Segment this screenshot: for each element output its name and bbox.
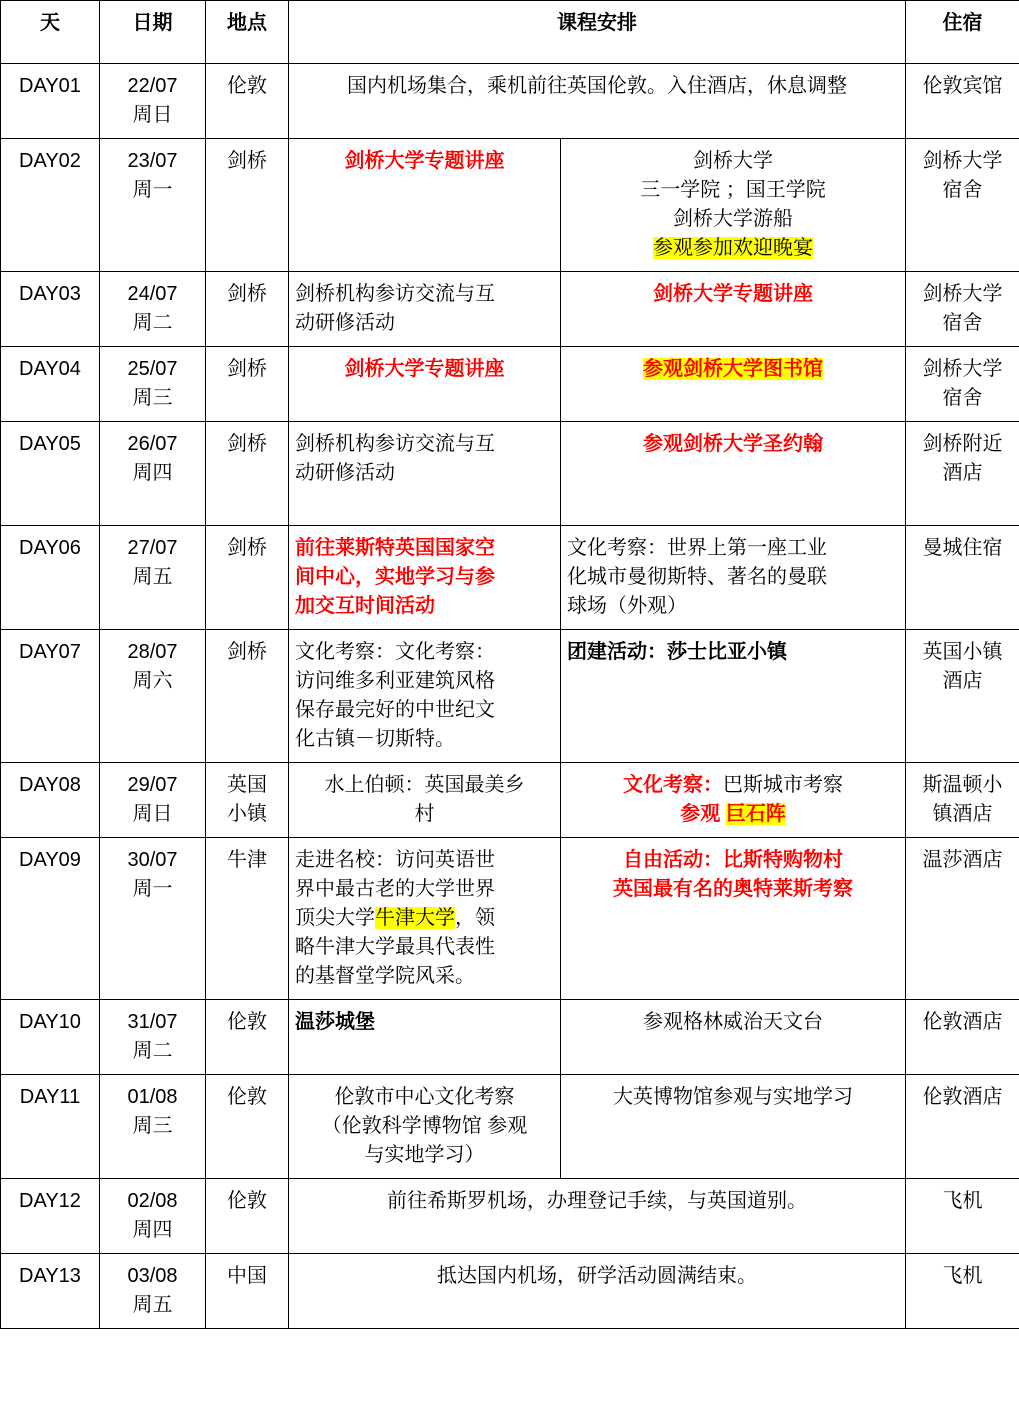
- place-line-1: 英国: [227, 774, 267, 796]
- date-line-1: 02/08: [127, 1190, 178, 1212]
- header-day: 天: [1, 1, 100, 64]
- cell-date: [100, 1075, 206, 1179]
- cell-activity-2: [561, 526, 906, 630]
- cell-hotel: [906, 630, 1019, 763]
- cell-hotel: [906, 272, 1019, 347]
- cell-date: [100, 272, 206, 347]
- cell-activity-1: [289, 838, 561, 1000]
- hotel-line-2: 酒店: [942, 670, 983, 692]
- activity-line-5: 的基督堂学院风采。: [295, 965, 475, 987]
- cell-activity-merged: 抵达国内机场，研学活动圆满结束。: [289, 1254, 906, 1329]
- place-line-2: 小镇: [227, 803, 267, 825]
- date-line-2: 周日: [132, 104, 173, 126]
- cell-hotel: 伦敦宾馆: [906, 64, 1019, 139]
- table-row: [1, 1179, 1019, 1254]
- date-line-1: 25/07: [127, 358, 178, 380]
- cell-day: DAY05: [1, 422, 100, 526]
- activity-line-1: 剑桥机构参访交流与互: [295, 283, 495, 305]
- cell-activity-1: [289, 347, 561, 422]
- cell-date: [100, 347, 206, 422]
- activity-line-1: 前往莱斯特英国国家空: [295, 537, 495, 559]
- date-line-2: 周日: [132, 803, 173, 825]
- cell-activity-1: [289, 1075, 561, 1179]
- cell-activity-1: [289, 272, 561, 347]
- hotel-line-1: 英国小镇: [922, 641, 1003, 663]
- activity-line-3: 加交互时间活动: [295, 595, 435, 617]
- cell-place: 剑桥: [206, 139, 289, 272]
- activity-red-prefix-2: 参观: [680, 803, 721, 825]
- cell-place: 剑桥: [206, 630, 289, 763]
- date-line-2: 周四: [132, 462, 173, 484]
- cell-place: 中国: [206, 1254, 289, 1329]
- cell-place: [206, 763, 289, 838]
- activity-spacer: [295, 1037, 554, 1066]
- cell-activity-merged: 前往希斯罗机场，办理登记手续，与英国道别。: [289, 1179, 906, 1254]
- cell-place: 牛津: [206, 838, 289, 1000]
- cell-day: DAY10: [1, 1000, 100, 1075]
- activity-line-2: 三一学院 ；国王学院: [640, 179, 826, 201]
- cell-day: DAY03: [1, 272, 100, 347]
- hotel-line-1: 剑桥大学: [922, 283, 1003, 305]
- cell-hotel: [906, 139, 1019, 272]
- activity-line-2: 动研修活动: [295, 462, 395, 484]
- activity-line-1: 伦敦市中心文化考察: [334, 1086, 515, 1108]
- hotel-line-1: 剑桥大学: [922, 150, 1003, 172]
- cell-day: DAY07: [1, 630, 100, 763]
- cell-place: 剑桥: [206, 272, 289, 347]
- cell-hotel: [906, 763, 1019, 838]
- hotel-line-2: 宿舍: [942, 312, 983, 334]
- cell-day: DAY08: [1, 763, 100, 838]
- cell-activity-2: 参观格林威治天文台: [561, 1000, 906, 1075]
- activity-highlight-yellow: 参观剑桥大学图书馆: [643, 358, 823, 380]
- activity-line-2: 间中心，实地学习与参: [295, 566, 495, 588]
- activity-line-2: 村: [414, 803, 435, 825]
- table-row: [1, 347, 1019, 422]
- date-line-2: 周五: [132, 566, 173, 588]
- hotel-line-2: 酒店: [942, 462, 983, 484]
- header-place: 地点: [206, 1, 289, 64]
- cell-activity-2: [561, 630, 906, 763]
- hotel-line-1: 剑桥大学: [922, 358, 1003, 380]
- table-row: [1, 422, 1019, 526]
- cell-date: [100, 1000, 206, 1075]
- cell-hotel: 伦敦酒店: [906, 1075, 1019, 1179]
- cell-place: 剑桥: [206, 526, 289, 630]
- table-row: [1, 1000, 1019, 1075]
- activity-line-1: 自由活动：比斯特购物村: [623, 849, 843, 871]
- date-line-2: 周三: [132, 1115, 173, 1137]
- cell-activity-2: [561, 763, 906, 838]
- cell-place: 剑桥: [206, 422, 289, 526]
- hotel-line-1: 斯温顿小: [922, 774, 1003, 796]
- activity-line-1: [567, 771, 899, 800]
- activity-line-1: 剑桥大学: [693, 150, 773, 172]
- table-header-row: [1, 1, 1019, 64]
- cell-day: DAY12: [1, 1179, 100, 1254]
- activity-line-4: 略牛津大学最具代表性: [295, 936, 495, 958]
- activity-line-1: 水上伯顿：英国最美乡: [324, 774, 525, 796]
- cell-date: [100, 422, 206, 526]
- hotel-line-2: 宿舍: [942, 387, 983, 409]
- date-line-1: 23/07: [127, 150, 178, 172]
- cell-date: [100, 838, 206, 1000]
- cell-hotel: 飞机: [906, 1254, 1019, 1329]
- cell-day: DAY02: [1, 139, 100, 272]
- activity-highlight-red: 剑桥大学专题讲座: [344, 150, 505, 172]
- activity-line-3: [295, 904, 554, 933]
- date-line-2: 周二: [132, 1040, 173, 1062]
- cell-date: [100, 1179, 206, 1254]
- activity-line-1: 文化考察：文化考察：: [295, 641, 495, 663]
- activity-plain-prefix: 顶尖大学: [295, 907, 375, 929]
- hotel-line-2: 宿舍: [942, 179, 983, 201]
- table-row: [1, 1254, 1019, 1329]
- date-line-2: 周二: [132, 312, 173, 334]
- cell-activity-1: [289, 139, 561, 272]
- cell-place: 伦敦: [206, 64, 289, 139]
- activity-line-2: [567, 800, 899, 829]
- cell-activity-2: [561, 838, 906, 1000]
- header-hotel: 住宿: [906, 1, 1019, 64]
- cell-place: 剑桥: [206, 347, 289, 422]
- date-line-1: 29/07: [127, 774, 178, 796]
- header-schedule: 课程安排: [289, 1, 906, 64]
- activity-plain-suffix: ，领: [455, 907, 495, 929]
- table-row: [1, 1075, 1019, 1179]
- cell-hotel: [906, 422, 1019, 526]
- cell-activity-merged: 国内机场集合，乘机前往英国伦敦。入住酒店，休息调整: [289, 64, 906, 139]
- cell-activity-2: [561, 139, 906, 272]
- cell-day: DAY11: [1, 1075, 100, 1179]
- table-row: [1, 630, 1019, 763]
- activity-spacer: [295, 488, 554, 517]
- activity-line-2: 动研修活动: [295, 312, 395, 334]
- cell-day: DAY09: [1, 838, 100, 1000]
- cell-date: [100, 139, 206, 272]
- cell-activity-2: [561, 347, 906, 422]
- cell-day: DAY01: [1, 64, 100, 139]
- activity-line-3: 剑桥大学游船: [673, 208, 793, 230]
- cell-hotel: 伦敦酒店: [906, 1000, 1019, 1075]
- activity-line-2: 化城市曼彻斯特、著名的曼联: [567, 566, 827, 588]
- date-line-1: 01/08: [127, 1086, 178, 1108]
- date-line-2: 周五: [132, 1294, 173, 1316]
- hotel-line-1: 剑桥附近: [922, 433, 1003, 455]
- activity-line-1: 剑桥机构参访交流与互: [295, 433, 495, 455]
- header-date: 日期: [100, 1, 206, 64]
- activity-highlight-red: 剑桥大学专题讲座: [344, 358, 505, 380]
- date-line-1: 31/07: [127, 1011, 178, 1033]
- date-line-1: 24/07: [127, 283, 178, 305]
- activity-highlight-red: 剑桥大学专题讲座: [653, 283, 813, 305]
- date-line-2: 周三: [132, 387, 173, 409]
- date-line-1: 22/07: [127, 75, 178, 97]
- activity-bold-line: 温莎城堡: [295, 1011, 375, 1033]
- activity-line-3: 球场（外观）: [567, 595, 687, 617]
- cell-activity-2: 大英博物馆参观与实地学习: [561, 1075, 906, 1179]
- cell-hotel: 曼城住宿: [906, 526, 1019, 630]
- activity-line-2: 访问维多利亚建筑风格: [295, 670, 495, 692]
- activity-line-4: [567, 234, 899, 263]
- table-row: [1, 64, 1019, 139]
- cell-date: [100, 526, 206, 630]
- date-line-2: 周一: [132, 878, 173, 900]
- activity-highlight-red: 参观剑桥大学圣约翰: [643, 433, 823, 455]
- activity-line-4: 化古镇－切斯特。: [295, 728, 455, 750]
- cell-day: DAY04: [1, 347, 100, 422]
- table-row: [1, 139, 1019, 272]
- cell-day: DAY06: [1, 526, 100, 630]
- cell-hotel: 温莎酒店: [906, 838, 1019, 1000]
- cell-place: 伦敦: [206, 1000, 289, 1075]
- date-line-2: 周六: [132, 670, 173, 692]
- cell-activity-1: [289, 1000, 561, 1075]
- activity-bold-line: 团建活动：莎士比亚小镇: [567, 641, 787, 663]
- cell-hotel: [906, 347, 1019, 422]
- activity-line-1: 文化考察：世界上第一座工业: [567, 537, 827, 559]
- cell-date: [100, 763, 206, 838]
- date-line-1: 30/07: [127, 849, 178, 871]
- table-row: [1, 763, 1019, 838]
- date-line-2: 周一: [132, 179, 173, 201]
- cell-hotel: 飞机: [906, 1179, 1019, 1254]
- date-line-1: 03/08: [127, 1265, 178, 1287]
- cell-activity-1: [289, 526, 561, 630]
- table-row: [1, 272, 1019, 347]
- activity-line-2: （伦敦科学博物馆 参观: [321, 1115, 528, 1137]
- activity-highlight-yellow: 参观参加欢迎晚宴: [653, 237, 813, 259]
- cell-activity-2: [561, 422, 906, 526]
- date-line-1: 27/07: [127, 537, 178, 559]
- cell-date: [100, 630, 206, 763]
- cell-activity-2: [561, 272, 906, 347]
- activity-line-1: 走进名校：访问英语世: [295, 849, 495, 871]
- cell-place: 伦敦: [206, 1179, 289, 1254]
- activity-highlight-yellow: 巨石阵: [725, 803, 786, 825]
- activity-plain-text: 巴斯城市考察: [723, 774, 843, 796]
- cell-activity-1: [289, 630, 561, 763]
- cell-date: [100, 1254, 206, 1329]
- activity-line-2: 英国最有名的奥特莱斯考察: [613, 878, 853, 900]
- table-row: [1, 526, 1019, 630]
- date-line-1: 28/07: [127, 641, 178, 663]
- activity-line-2: 界中最古老的大学世界: [295, 878, 495, 900]
- hotel-line-2: 镇酒店: [932, 803, 993, 825]
- date-line-1: 26/07: [127, 433, 178, 455]
- table-row: [1, 838, 1019, 1000]
- cell-date: [100, 64, 206, 139]
- cell-activity-1: [289, 763, 561, 838]
- activity-line-3: 保存最完好的中世纪文: [295, 699, 495, 721]
- cell-day: DAY13: [1, 1254, 100, 1329]
- activity-red-prefix: 文化考察：: [623, 774, 723, 796]
- activity-highlight-yellow: 牛津大学: [375, 907, 455, 929]
- activity-line-3: 与实地学习）: [364, 1144, 485, 1166]
- cell-activity-1: [289, 422, 561, 526]
- cell-place: 伦敦: [206, 1075, 289, 1179]
- date-line-2: 周四: [132, 1219, 173, 1241]
